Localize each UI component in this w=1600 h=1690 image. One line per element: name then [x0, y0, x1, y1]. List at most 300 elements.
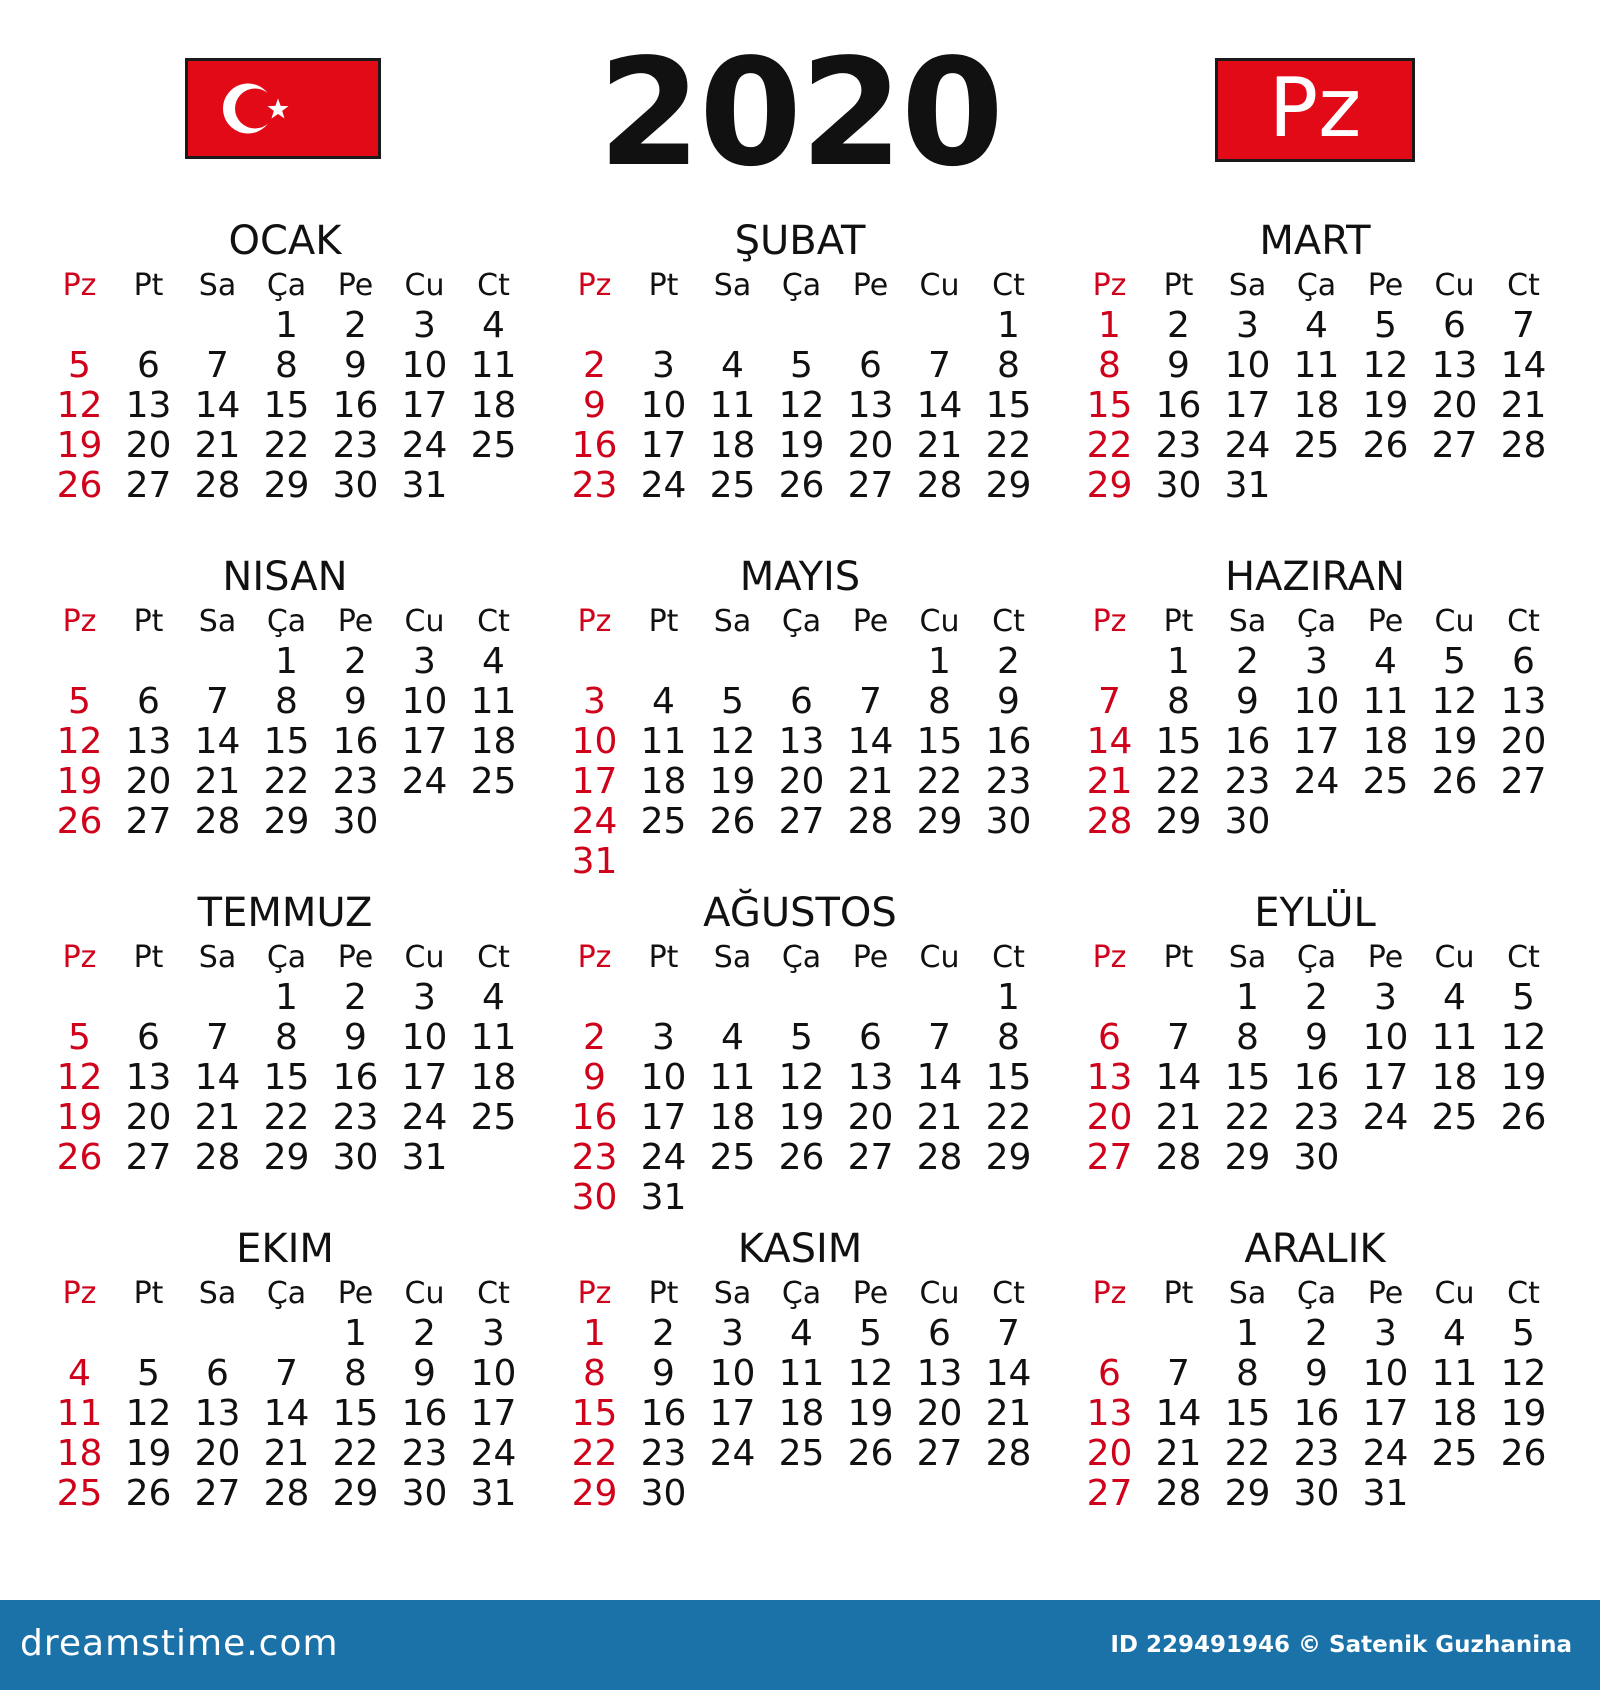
sunday-date: 28	[1086, 801, 1133, 842]
date-cell: 5	[790, 345, 813, 386]
weekday-label: Pz	[577, 1276, 612, 1311]
month-title: KASIM	[737, 1226, 863, 1272]
day-grid	[560, 978, 1040, 1218]
date-cell: 26	[1500, 1433, 1547, 1474]
weekday-label: Ça	[266, 268, 307, 303]
weekday-label: Cu	[1434, 268, 1475, 303]
date-cell: 19	[709, 761, 756, 802]
day-grid	[560, 642, 1040, 882]
weekday-label: Cu	[919, 1276, 960, 1311]
date-cell: 15	[263, 1057, 310, 1098]
date-cell: 11	[1362, 681, 1409, 722]
date-cell: 14	[263, 1393, 310, 1434]
date-cell: 12	[778, 1057, 825, 1098]
date-cell: 26	[1362, 425, 1409, 466]
date-cell: 27	[125, 801, 172, 842]
date-cell: 17	[640, 1097, 687, 1138]
sunday-date: 26	[56, 1137, 103, 1178]
date-cell: 5	[1512, 1313, 1535, 1354]
weekday-label: Pz	[1092, 268, 1127, 303]
date-cell: 27	[125, 465, 172, 506]
weekday-label: Pz	[577, 940, 612, 975]
weekday-label: Ct	[1507, 604, 1540, 639]
date-cell: 18	[470, 721, 517, 762]
date-cell: 7	[206, 345, 229, 386]
month-title: HAZIRAN	[1224, 554, 1406, 600]
image-credit: ID 229491946 © Satenik Guzhanina	[1110, 1632, 1572, 1658]
date-cell: 15	[985, 385, 1032, 426]
date-cell: 30	[332, 1137, 379, 1178]
date-cell: 27	[847, 465, 894, 506]
weekday-label: Pt	[1163, 940, 1194, 975]
date-cell: 7	[859, 681, 882, 722]
date-cell: 24	[470, 1433, 517, 1474]
date-cell: 14	[194, 721, 241, 762]
weekday-label: Ça	[1296, 604, 1337, 639]
date-cell: 31	[401, 465, 448, 506]
weekday-label: Pz	[62, 940, 97, 975]
sunday-date: 27	[1086, 1473, 1133, 1514]
weekday-label: Pe	[852, 1276, 889, 1311]
date-cell: 24	[640, 1137, 687, 1178]
weekday-label: Sa	[198, 1276, 237, 1311]
sunday-date: 24	[571, 801, 618, 842]
date-cell: 4	[482, 305, 505, 346]
date-cell: 15	[1155, 721, 1202, 762]
sunday-date: 23	[571, 465, 618, 506]
date-cell: 21	[263, 1433, 310, 1474]
weekday-label: Ct	[1507, 268, 1540, 303]
date-cell: 15	[985, 1057, 1032, 1098]
date-cell: 30	[985, 801, 1032, 842]
date-cell: 14	[916, 385, 963, 426]
date-cell: 10	[401, 681, 448, 722]
date-cell: 5	[1512, 977, 1535, 1018]
weekday-label: Pz	[1092, 604, 1127, 639]
date-cell: 3	[1374, 977, 1397, 1018]
date-cell: 11	[709, 385, 756, 426]
sunday-date: 18	[56, 1433, 103, 1474]
day-grid	[45, 1314, 525, 1554]
day-grid	[1075, 306, 1555, 546]
date-cell: 7	[997, 1313, 1020, 1354]
date-cell: 23	[1155, 425, 1202, 466]
weekday-label: Cu	[1434, 1276, 1475, 1311]
date-cell: 10	[709, 1353, 756, 1394]
month-title: MAYIS	[739, 554, 861, 600]
month-title: ŞUBAT	[734, 218, 866, 264]
date-cell: 26	[1431, 761, 1478, 802]
date-cell: 25	[640, 801, 687, 842]
weekday-label: Pe	[1367, 604, 1404, 639]
date-cell: 5	[1443, 641, 1466, 682]
date-cell: 19	[778, 425, 825, 466]
weekday-label: Pe	[1367, 1276, 1404, 1311]
weekday-header-row	[45, 1276, 525, 1312]
sunday-date: 15	[1086, 385, 1133, 426]
date-cell: 23	[332, 1097, 379, 1138]
weekday-label: Sa	[198, 940, 237, 975]
date-cell: 5	[790, 1017, 813, 1058]
date-cell: 2	[1236, 641, 1259, 682]
sunday-date: 29	[571, 1473, 618, 1514]
date-cell: 13	[125, 1057, 172, 1098]
weekday-header-row	[1075, 604, 1555, 640]
sunday-date: 17	[571, 761, 618, 802]
date-cell: 29	[263, 1137, 310, 1178]
weekday-label: Ça	[266, 1276, 307, 1311]
date-cell: 21	[194, 1097, 241, 1138]
date-cell: 11	[470, 1017, 517, 1058]
date-cell: 29	[985, 1137, 1032, 1178]
date-cell: 17	[709, 1393, 756, 1434]
date-cell: 23	[332, 761, 379, 802]
month-5	[1075, 554, 1555, 884]
weekday-header-row	[560, 1276, 1040, 1312]
date-cell: 29	[1224, 1137, 1271, 1178]
date-cell: 31	[640, 1177, 687, 1218]
weekday-label: Pe	[337, 268, 374, 303]
date-cell: 16	[332, 1057, 379, 1098]
sunday-date: 16	[571, 1097, 618, 1138]
date-cell: 21	[916, 425, 963, 466]
weekday-label: Cu	[404, 1276, 445, 1311]
date-cell: 1	[1167, 641, 1190, 682]
weekday-label: Sa	[1228, 604, 1267, 639]
weekday-header-row	[45, 268, 525, 304]
weekday-header-row	[560, 940, 1040, 976]
weekday-label: Pt	[1163, 268, 1194, 303]
date-cell: 3	[652, 1017, 675, 1058]
date-cell: 28	[194, 465, 241, 506]
date-cell: 7	[1512, 305, 1535, 346]
date-cell: 21	[1155, 1097, 1202, 1138]
date-cell: 8	[1236, 1353, 1259, 1394]
date-cell: 6	[1443, 305, 1466, 346]
weekday-label: Cu	[919, 268, 960, 303]
date-cell: 24	[1362, 1097, 1409, 1138]
date-cell: 1	[275, 305, 298, 346]
weekday-label: Sa	[713, 268, 752, 303]
date-cell: 16	[332, 721, 379, 762]
weekday-label: Cu	[404, 268, 445, 303]
date-cell: 2	[344, 641, 367, 682]
date-cell: 9	[344, 1017, 367, 1058]
date-cell: 24	[401, 425, 448, 466]
date-cell: 29	[332, 1473, 379, 1514]
date-cell: 19	[1362, 385, 1409, 426]
date-cell: 12	[1500, 1353, 1547, 1394]
date-cell: 29	[263, 465, 310, 506]
weekday-label: Ct	[477, 1276, 510, 1311]
sunday-date: 29	[1086, 465, 1133, 506]
date-cell: 18	[470, 385, 517, 426]
date-cell: 15	[916, 721, 963, 762]
date-cell: 17	[1224, 385, 1271, 426]
date-cell: 16	[332, 385, 379, 426]
sunday-date: 5	[68, 1017, 91, 1058]
sunday-date: 2	[583, 345, 606, 386]
weekday-label: Pz	[577, 268, 612, 303]
date-cell: 18	[1431, 1393, 1478, 1434]
date-cell: 20	[125, 761, 172, 802]
date-cell: 18	[709, 425, 756, 466]
date-cell: 14	[916, 1057, 963, 1098]
date-cell: 12	[125, 1393, 172, 1434]
date-cell: 3	[413, 305, 436, 346]
weekday-label: Cu	[1434, 940, 1475, 975]
date-cell: 26	[778, 465, 825, 506]
date-cell: 25	[709, 1137, 756, 1178]
date-cell: 4	[1305, 305, 1328, 346]
year-title: 2020	[598, 27, 1002, 199]
date-cell: 17	[470, 1393, 517, 1434]
dreamstime-logo[interactable]: dreamstime.com	[20, 1623, 339, 1664]
month-title: OCAK	[228, 218, 342, 264]
date-cell: 28	[985, 1433, 1032, 1474]
date-cell: 7	[928, 345, 951, 386]
date-cell: 30	[1224, 801, 1271, 842]
sunday-date: 6	[1098, 1353, 1121, 1394]
date-cell: 26	[1500, 1097, 1547, 1138]
weekday-header-row	[1075, 940, 1555, 976]
date-cell: 18	[1293, 385, 1340, 426]
date-cell: 14	[847, 721, 894, 762]
weekday-label: Sa	[198, 604, 237, 639]
date-cell: 12	[1431, 681, 1478, 722]
weekday-badge: Pz	[1215, 58, 1415, 162]
weekday-header-row	[560, 268, 1040, 304]
date-cell: 20	[847, 425, 894, 466]
date-cell: 10	[1362, 1353, 1409, 1394]
date-cell: 28	[263, 1473, 310, 1514]
date-cell: 13	[1431, 345, 1478, 386]
date-cell: 22	[263, 761, 310, 802]
date-cell: 14	[1155, 1393, 1202, 1434]
date-cell: 17	[1362, 1057, 1409, 1098]
month-0	[45, 218, 525, 548]
date-cell: 10	[1224, 345, 1271, 386]
month-3	[45, 554, 525, 884]
date-cell: 5	[721, 681, 744, 722]
day-grid	[45, 642, 525, 882]
weekday-label: Ct	[992, 268, 1025, 303]
month-2	[1075, 218, 1555, 548]
date-cell: 17	[1293, 721, 1340, 762]
sunday-date: 8	[1098, 345, 1121, 386]
date-cell: 8	[344, 1353, 367, 1394]
date-cell: 25	[470, 425, 517, 466]
date-cell: 24	[1362, 1433, 1409, 1474]
date-cell: 20	[778, 761, 825, 802]
weekday-label: Pe	[852, 268, 889, 303]
month-9	[45, 1226, 525, 1556]
date-cell: 23	[985, 761, 1032, 802]
date-cell: 21	[1500, 385, 1547, 426]
date-cell: 12	[847, 1353, 894, 1394]
sunday-date: 22	[571, 1433, 618, 1474]
date-cell: 2	[344, 305, 367, 346]
date-cell: 11	[470, 681, 517, 722]
date-cell: 9	[652, 1353, 675, 1394]
date-cell: 27	[916, 1433, 963, 1474]
date-cell: 31	[1224, 465, 1271, 506]
date-cell: 17	[401, 385, 448, 426]
sunday-date: 16	[571, 425, 618, 466]
date-cell: 4	[721, 345, 744, 386]
date-cell: 6	[859, 345, 882, 386]
day-grid	[45, 306, 525, 546]
weekday-label: Ct	[1507, 940, 1540, 975]
date-cell: 1	[344, 1313, 367, 1354]
weekday-label: Cu	[404, 604, 445, 639]
sunday-date: 21	[1086, 761, 1133, 802]
date-cell: 26	[778, 1137, 825, 1178]
weekday-label: Sa	[1228, 1276, 1267, 1311]
date-cell: 16	[640, 1393, 687, 1434]
date-cell: 18	[1431, 1057, 1478, 1098]
date-cell: 10	[640, 1057, 687, 1098]
date-cell: 7	[275, 1353, 298, 1394]
date-cell: 25	[1431, 1097, 1478, 1138]
date-cell: 10	[1293, 681, 1340, 722]
date-cell: 22	[263, 1097, 310, 1138]
date-cell: 14	[194, 385, 241, 426]
date-cell: 5	[137, 1353, 160, 1394]
day-grid	[560, 306, 1040, 546]
day-grid	[45, 978, 525, 1218]
date-cell: 31	[1362, 1473, 1409, 1514]
sunday-date: 2	[583, 1017, 606, 1058]
date-cell: 14	[194, 1057, 241, 1098]
sunday-date: 9	[583, 385, 606, 426]
date-cell: 9	[1305, 1353, 1328, 1394]
date-cell: 12	[1500, 1017, 1547, 1058]
weekday-label: Cu	[404, 940, 445, 975]
date-cell: 2	[344, 977, 367, 1018]
date-cell: 6	[1512, 641, 1535, 682]
date-cell: 22	[263, 425, 310, 466]
date-cell: 20	[916, 1393, 963, 1434]
weekday-label: Pz	[62, 604, 97, 639]
date-cell: 20	[125, 425, 172, 466]
date-cell: 1	[275, 977, 298, 1018]
date-cell: 24	[709, 1433, 756, 1474]
date-cell: 27	[778, 801, 825, 842]
date-cell: 1	[275, 641, 298, 682]
date-cell: 15	[332, 1393, 379, 1434]
date-cell: 2	[413, 1313, 436, 1354]
weekday-header-row	[45, 940, 525, 976]
date-cell: 22	[985, 1097, 1032, 1138]
date-cell: 9	[413, 1353, 436, 1394]
date-cell: 15	[1224, 1057, 1271, 1098]
date-cell: 4	[1374, 641, 1397, 682]
date-cell: 10	[470, 1353, 517, 1394]
date-cell: 17	[401, 1057, 448, 1098]
date-cell: 16	[1293, 1393, 1340, 1434]
month-title: EKIM	[236, 1226, 334, 1272]
date-cell: 29	[916, 801, 963, 842]
weekday-label: Pt	[648, 268, 679, 303]
date-cell: 19	[1431, 721, 1478, 762]
date-cell: 23	[332, 425, 379, 466]
date-cell: 9	[997, 681, 1020, 722]
sunday-date: 6	[1098, 1017, 1121, 1058]
date-cell: 23	[1293, 1433, 1340, 1474]
date-cell: 18	[1362, 721, 1409, 762]
weekday-label: Pt	[1163, 1276, 1194, 1311]
date-cell: 31	[470, 1473, 517, 1514]
date-cell: 22	[916, 761, 963, 802]
weekday-label: Ct	[477, 940, 510, 975]
weekday-label: Ct	[1507, 1276, 1540, 1311]
date-cell: 14	[1500, 345, 1547, 386]
date-cell: 9	[344, 345, 367, 386]
date-cell: 22	[332, 1433, 379, 1474]
sunday-date: 5	[68, 681, 91, 722]
date-cell: 28	[194, 801, 241, 842]
sunday-date: 5	[68, 345, 91, 386]
date-cell: 16	[1224, 721, 1271, 762]
date-cell: 23	[1224, 761, 1271, 802]
sunday-date: 10	[571, 721, 618, 762]
date-cell: 10	[401, 345, 448, 386]
date-cell: 23	[1293, 1097, 1340, 1138]
date-cell: 18	[640, 761, 687, 802]
weekday-label: Ct	[992, 940, 1025, 975]
date-cell: 12	[1362, 345, 1409, 386]
date-cell: 21	[847, 761, 894, 802]
sunday-date: 1	[1098, 305, 1121, 346]
date-cell: 30	[401, 1473, 448, 1514]
month-4	[560, 554, 1040, 884]
date-cell: 9	[1236, 681, 1259, 722]
weekday-label: Ct	[992, 604, 1025, 639]
sunday-date: 15	[571, 1393, 618, 1434]
sunday-date: 30	[571, 1177, 618, 1218]
date-cell: 28	[916, 465, 963, 506]
weekday-label: Pt	[133, 604, 164, 639]
weekday-label: Pt	[133, 268, 164, 303]
weekday-header-row	[45, 604, 525, 640]
sunday-date: 1	[583, 1313, 606, 1354]
date-cell: 24	[401, 761, 448, 802]
date-cell: 7	[1167, 1017, 1190, 1058]
weekday-label: Pe	[337, 1276, 374, 1311]
sunday-date: 31	[571, 841, 618, 882]
month-title: EYLÜL	[1254, 890, 1376, 936]
sunday-date: 11	[56, 1393, 103, 1434]
date-cell: 30	[332, 465, 379, 506]
date-cell: 24	[1224, 425, 1271, 466]
weekday-label: Ça	[266, 940, 307, 975]
date-cell: 22	[1224, 1433, 1271, 1474]
weekday-label: Ça	[781, 268, 822, 303]
date-cell: 30	[1155, 465, 1202, 506]
date-cell: 19	[125, 1433, 172, 1474]
date-cell: 18	[470, 1057, 517, 1098]
month-title: MART	[1259, 218, 1371, 264]
date-cell: 24	[1293, 761, 1340, 802]
date-cell: 25	[1431, 1433, 1478, 1474]
date-cell: 7	[1167, 1353, 1190, 1394]
date-cell: 3	[1236, 305, 1259, 346]
date-cell: 28	[194, 1137, 241, 1178]
weekday-label: Ça	[781, 940, 822, 975]
date-cell: 16	[401, 1393, 448, 1434]
date-cell: 12	[778, 385, 825, 426]
